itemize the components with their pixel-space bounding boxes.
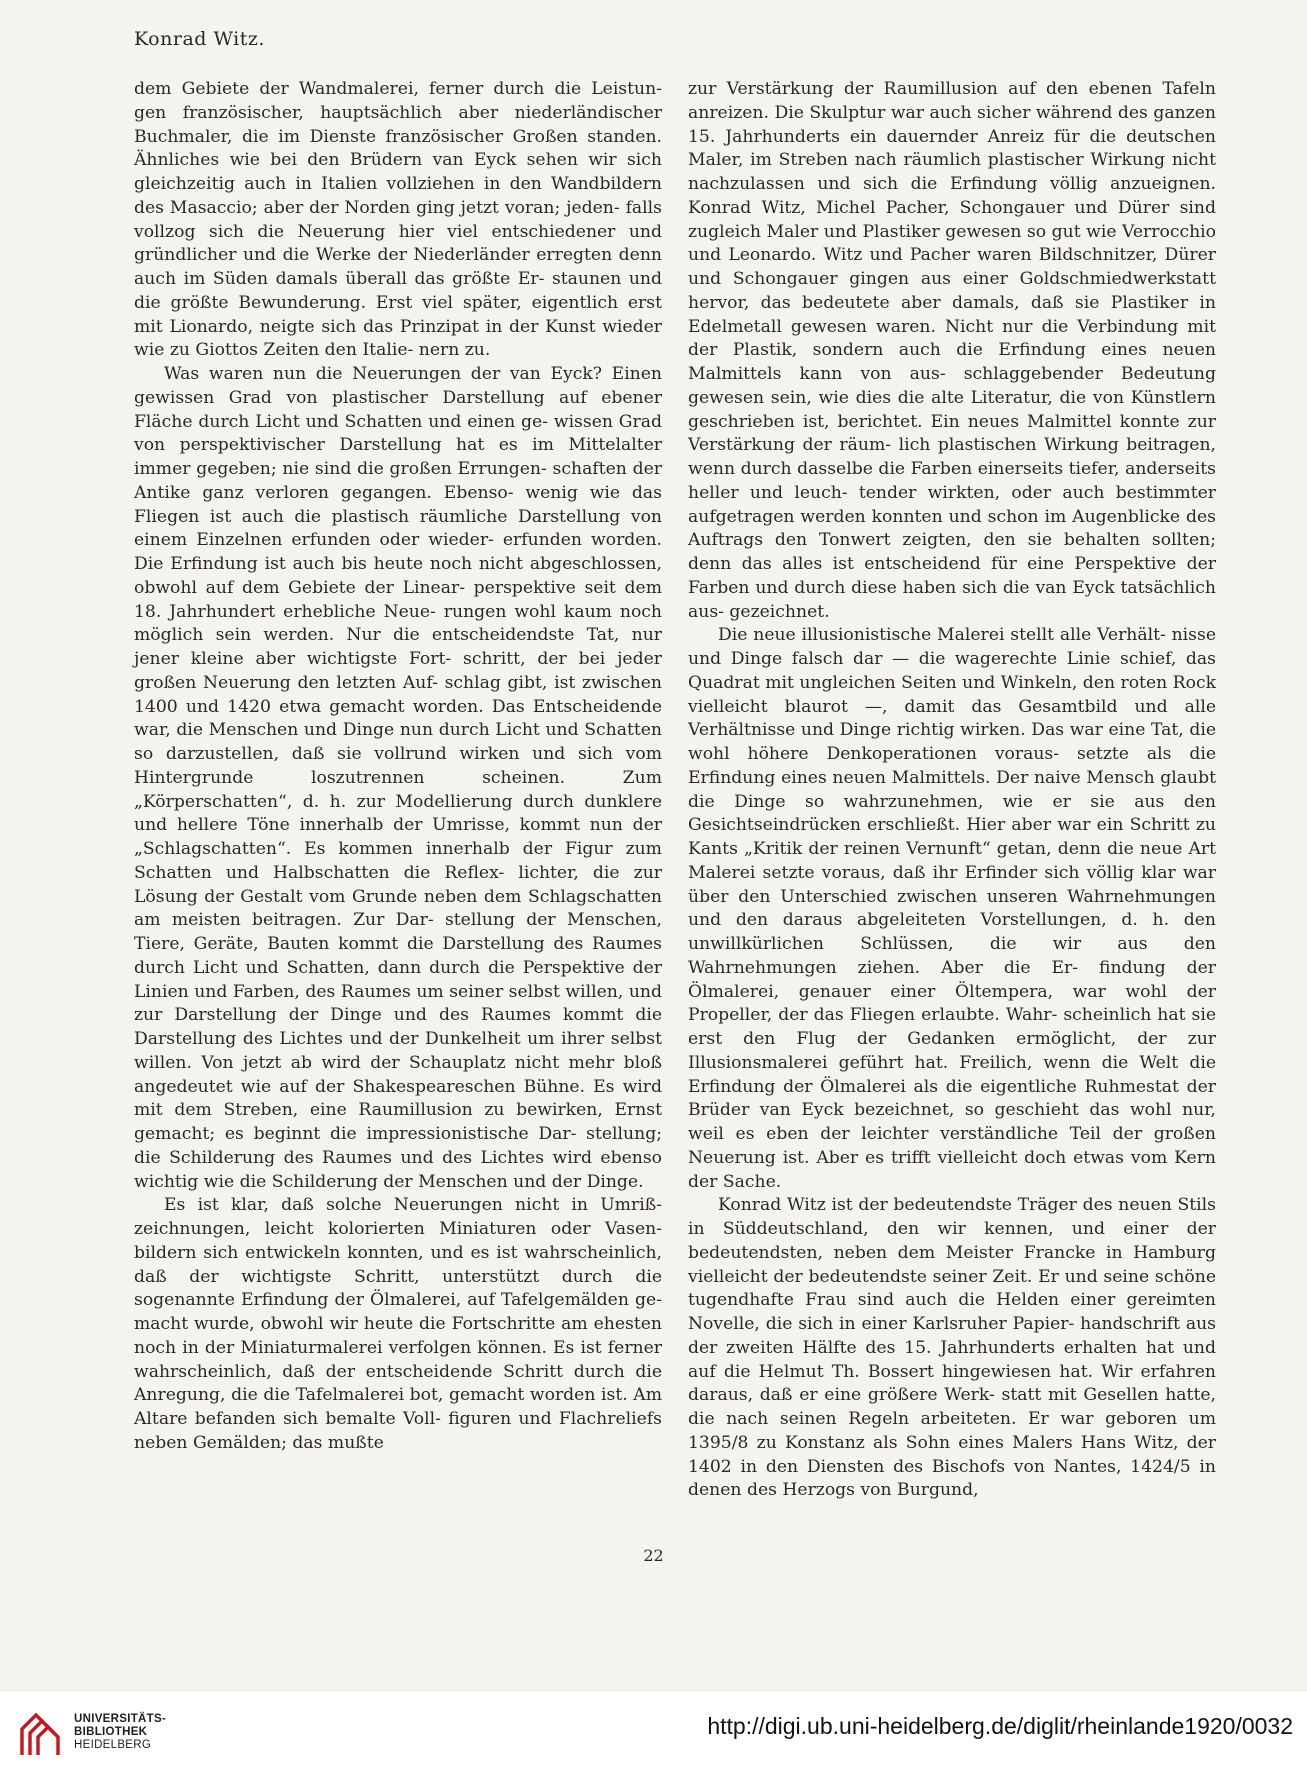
paragraph: Die neue illusionistische Malerei stellt alle Verhält- nisse und Dinge falsch dar — die wagerechte Linie schief, das Quadrat mit ungleichen Seiten und Winkeln, den roten Rock vielleicht blaurot —, damit das Gesamtbild und alle Verhältnisse und Dinge richtig wirken. Das war eine Tat, die wohl höhere Denkoperationen voraus- setzte als die Erfindung eines neuen Malmittels. Der naive Mensch glaubt die Dinge so wahrzunehmen, wie er sie aus den Gesichtseindrücken erschließt. Hier aber war ein Schritt zu Kants „Kritik der reinen Vernunft“ getan, denn die neue Art Malerei setzte voraus, daß ihr Erfinder sich völlig klar war über den Unterschied zwischen unseren Wahrnehmungen und den daraus abgeleiteten Vorstellungen, d. h. den unwillkürlichen Schlüssen, die wir aus den Wahrnehmungen ziehen. Aber die Er- findung der Ölmalerei, genauer einer Öltempera, war wohl der Propeller, der das Fliegen erlaubte. Wahr- scheinlich hat sie erst den Flug der Gedanken ermöglicht, der zur Illusionsmalerei geführt hat. Freilich, wenn die Welt die Erfindung der Ölmalerei als die eigentliche Ruhmestat der Brüder van Eyck bezeichnet, so geschieht das wohl nur, weil es eben der leichter verständliche Teil der großen Neuerung ist. Aber es trifft vielleicht doch etwas vom Kern der Sache. <box>688 625 1216 1192</box>
left-column <box>134 78 662 1456</box>
paragraph: dem Gebiete der Wandmalerei, ferner durch die Leistun- gen französischer, hauptsächlich aber niederländischer Buchmaler, die im Dienste französischer Großen standen. Ähnliches wie bei den Brüdern van Eyck sehen wir sich gleichzeitig auch in Italien vollziehen in den Wandbildern des Masaccio; aber der Norden ging jetzt voran; jeden- falls vollzog sich die Neuerung hier viel entschiedener und gründlicher und die Werke der Niederländer erregten denn auch im Süden damals überall das größte Er- staunen und die größte Bewunderung. Erst viel später, eigentlich erst mit Lionardo, neigte sich das Prinzipat in der Kunst wieder wie zu Giottos Zeiten den Italie- nern zu. <box>134 79 662 361</box>
paragraph: Konrad Witz ist der bedeutendste Träger des neuen Stils in Süddeutschland, den wir kennen, und einer der bedeutendsten, neben dem Meister Francke in Hamburg vielleicht der bedeutendste seiner Zeit. Er und seine schöne tugendhafte Frau sind auch die Helden einer gereimten Novelle, die sich in einer Karlsruher Papier- handschrift aus der zweiten Hälfte des 15. Jahrhunderts erhalten hat und auf die Helmut Th. Bossert hingewiesen hat. Wir erfahren daraus, daß er eine größere Werk- statt mit Gesellen hatte, die nach seinen Regeln arbeiteten. Er war geboren um 1395/8 zu Konstanz als Sohn eines Malers Hans Witz, der 1402 in den Diensten des Bischofs von Nantes, 1424/5 in denen des Herzogs von Burgund, <box>688 1195 1216 1501</box>
right-column <box>688 78 1216 1503</box>
institution-name: UNIVERSITÄTS- BIBLIOTHEK HEIDELBERG <box>74 1713 167 1751</box>
page-number: 22 <box>643 1546 664 1565</box>
running-head: Konrad Witz. <box>134 28 265 50</box>
footer-bar <box>0 1690 1307 1776</box>
paragraph: Es ist klar, daß solche Neuerungen nicht in Umriß- zeichnungen, leicht kolorierten Miniaturen oder Vasen- bildern sich entwickeln konnten, und es ist wahrscheinlich, daß der wichtigste Schritt, unterstützt durch die sogenannte Erfindung der Ölmalerei, auf Tafelgemälden ge- macht wurde, obwohl wir heute die Fortschritte am ehesten noch in der Miniaturmalerei verfolgen können. Es ist ferner wahrscheinlich, daß der entscheidende Schritt durch die Anregung, die die Tafelmalerei bot, gemacht worden ist. Am Altare befanden sich bemalte Voll- figuren und Flachreliefs neben Gemälden; das mußte <box>134 1195 662 1453</box>
library-logo-icon <box>14 1705 66 1761</box>
paragraph: zur Verstärkung der Raumillusion auf den ebenen Tafeln anreizen. Die Skulptur war auch sicher während des ganzen 15. Jahrhunderts ein dauernder Anreiz für die deutschen Maler, im Streben nach räumlich plastischer Wirkung nicht nachzulassen und sich die Erfindung völlig anzueignen. Konrad Witz, Michel Pacher, Schongauer und Dürer sind zugleich Maler und Plastiker gewesen so gut wie Verrocchio und Leonardo. Witz und Pacher waren Bildschnitzer, Dürer und Schongauer gingen aus einer Goldschmiedwerkstatt hervor, das bedeutete aber damals, daß sie Plastiker in Edelmetall gewesen waren. Nicht nur die Verbindung mit der Plastik, sondern auch die Erfindung eines neuen Malmittels kann von aus- schlaggebender Bedeutung gewesen sein, wie dies die alte Literatur, die von Künstlern geschrieben ist, berichtet. Ein neues Malmittel konnte zur Verstärkung der räum- lich plastischen Wirkung beitragen, wenn durch dasselbe die Farben einerseits tiefer, anderseits heller und leuch- tender wirkten, oder auch bestimmter aufgetragen werden konnten und schon im Augenblicke des Auftrags den Tonwert zeigten, den sie behalten sollten; denn das alles ist entscheidend für eine Perspektive der Farben und durch diese haben sich die van Eyck tatsächlich aus- gezeichnet. <box>688 79 1216 622</box>
permalink-url[interactable]: http://digi.ub.uni-heidelberg.de/diglit/rheinlande1920/0032 <box>707 1713 1293 1739</box>
paragraph: Was waren nun die Neuerungen der van Eyck? Einen gewissen Grad von plastischer Darstellung auf ebener Fläche durch Licht und Schatten und einen ge- wissen Grad von perspektivischer Darstellung hat es im Mittelalter immer gegeben; nie sind die großen Errungen- schaften der Antike ganz verloren gegangen. Ebenso- wenig wie das Fliegen ist auch die plastisch räumliche Darstellung von einem Einzelnen erfunden oder wieder- erfunden worden. Die Erfindung ist auch bis heute noch nicht abgeschlossen, obwohl auf dem Gebiete der Linear- perspektive seit dem 18. Jahrhundert erhebliche Neue- rungen wohl kaum noch möglich sein werden. Nur die entscheidendste Tat, nur jener kleine aber wichtigste Fort- schritt, der bei jeder großen Neuerung den letzten Auf- schlag gibt, ist zwischen 1400 und 1420 etwa gemacht worden. Das Entscheidende war, die Menschen und Dinge nun durch Licht und Schatten so darzustellen, daß sie vollrund wirken und sich vom Hintergrunde loszutrennen scheinen. Zum „Körperschatten“, d. h. zur Modellierung durch dunklere und hellere Töne innerhalb der Umrisse, kommt nun der „Schlagschatten“. Es kommen innerhalb der Figur zum Schatten und Halbschatten die Reflex- lichter, die zur Lösung der Gestalt vom Grunde neben dem Schlagschatten am meisten beitragen. Zur Dar- stellung der Menschen, Tiere, Geräte, Bauten kommt die Darstellung des Raumes durch Licht und Schatten, dann durch die Perspektive der Linien und Farben, des Raumes um seiner selbst willen, und zur Darstellung der Dinge und des Raumes kommt die Darstellung des Lichtes und der Dunkelheit um ihrer selbst willen. Von jetzt ab wird der Schauplatz nicht mehr bloß angedeutet wie auf der Shakespeareschen Bühne. Es wird mit dem Streben, eine Raumillusion zu bewirken, Ernst gemacht; es beginnt die impressionistische Dar- stellung; die Schilderung des Raumes und des Lichtes wird ebenso wichtig wie die Schilderung der Menschen und der Dinge. <box>134 364 662 1192</box>
